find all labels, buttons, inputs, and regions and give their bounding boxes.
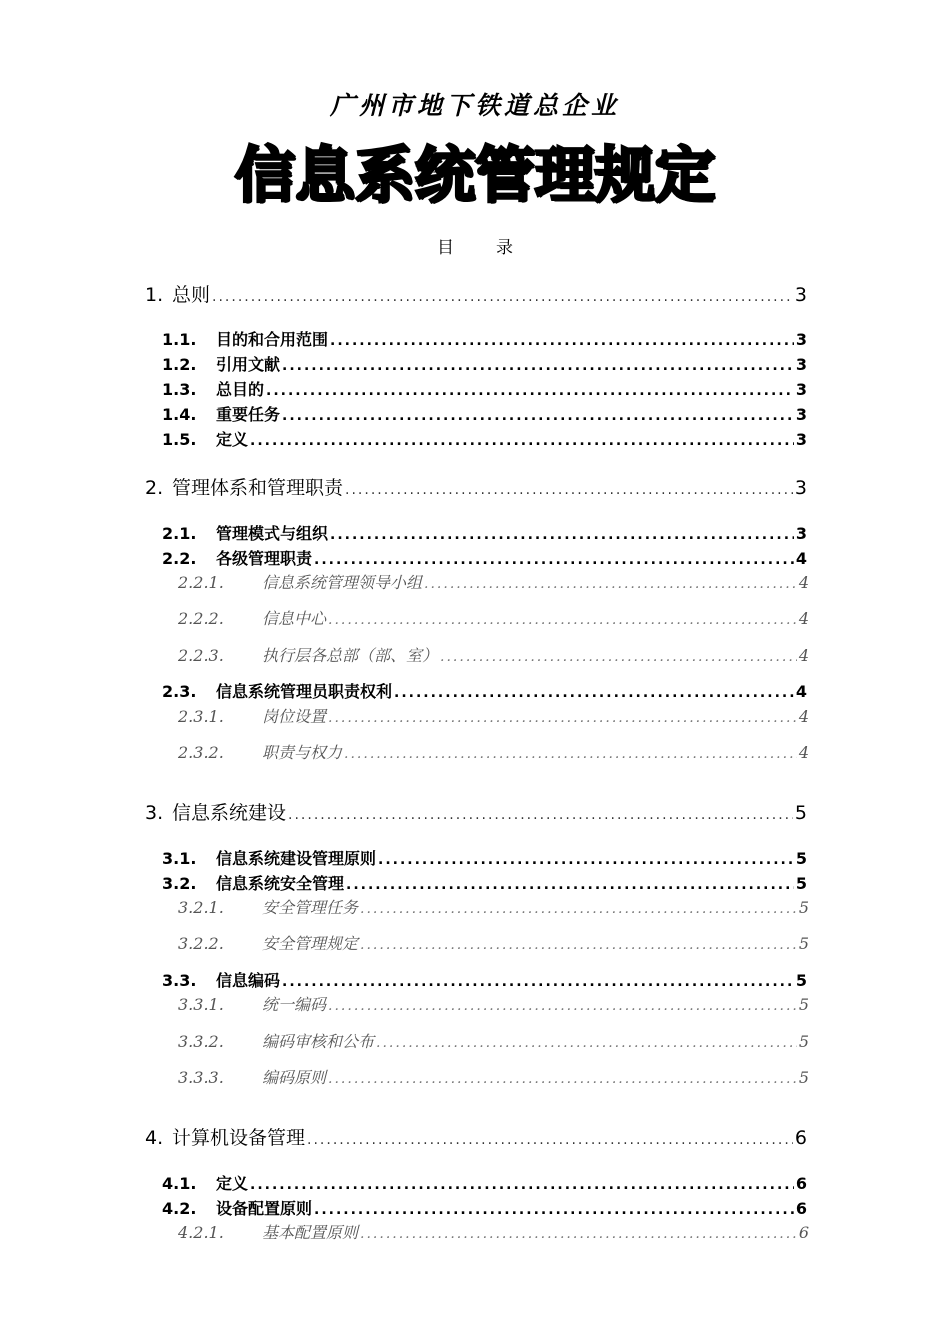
toc-entry-title: 执行层各总部（部、室）: [262, 646, 439, 665]
toc-entry-title: 基本配置原则: [262, 1223, 359, 1242]
dot-leader: [440, 649, 797, 665]
toc-entry-number: 4.1.: [162, 1174, 197, 1193]
toc-entry-4-1[interactable]: [162, 1171, 807, 1194]
dot-leader: [212, 289, 793, 305]
toc-entry-number: 4.: [145, 1127, 164, 1149]
toc-entry-3-2-2[interactable]: [178, 931, 809, 954]
toc-entry-2-1[interactable]: [162, 521, 807, 544]
toc-entry-page: 4: [798, 573, 809, 592]
toc-entry-page: 3: [794, 477, 807, 499]
toc-entry-title: 安全管理任务: [262, 898, 359, 917]
toc-entry-title: 引用文献: [216, 355, 281, 374]
dot-leader: [344, 746, 797, 762]
toc-entry-4-2[interactable]: [162, 1196, 807, 1219]
toc-entry-title: 统一编码: [262, 995, 327, 1014]
toc-entry-page: 5: [798, 995, 809, 1014]
toc-entry-title: 信息中心: [262, 609, 327, 628]
dot-leader: [282, 408, 794, 424]
toc-entry-2-2[interactable]: [162, 546, 807, 569]
dot-leader: [266, 383, 794, 399]
dot-leader: [288, 807, 793, 823]
toc-entry-3-1[interactable]: [162, 846, 807, 869]
toc-entry-page: 5: [794, 802, 807, 824]
toc-entry-1[interactable]: [145, 280, 807, 307]
toc-entry-number: 2.3.: [162, 682, 197, 701]
toc-entry-title: 定义: [216, 430, 249, 449]
dot-leader: [328, 998, 797, 1014]
toc-entry-number: 2.3.2.: [178, 743, 224, 762]
toc-entry-page: 3: [794, 284, 807, 306]
dot-leader: [360, 937, 797, 953]
toc-entry-3-3-3[interactable]: [178, 1065, 809, 1088]
dot-leader: [314, 1202, 794, 1218]
toc-entry-page: 3: [795, 524, 807, 543]
toc-entry-page: 3: [795, 355, 807, 374]
toc-entry-2-3-1[interactable]: [178, 704, 809, 727]
toc-entry-4[interactable]: [145, 1123, 807, 1150]
toc-entry-page: 4: [798, 609, 809, 628]
toc-entry-page: 6: [795, 1199, 807, 1218]
toc-entry-2-2-1[interactable]: [178, 570, 809, 593]
dot-leader: [282, 358, 794, 374]
toc-entry-page: 4: [798, 646, 809, 665]
toc-entry-2-3[interactable]: [162, 679, 807, 702]
toc-entry-title: 安全管理规定: [262, 934, 359, 953]
toc-entry-title: 各级管理职责: [216, 549, 313, 568]
toc-entry-1-2[interactable]: [162, 352, 807, 375]
toc-entry-title: 管理体系和管理职责: [172, 477, 344, 499]
toc-entry-number: 2.2.1.: [178, 573, 224, 592]
toc-entry-title: 设备配置原则: [216, 1199, 313, 1218]
toc-entry-page: 5: [798, 1032, 809, 1051]
toc-entry-number: 1.2.: [162, 355, 197, 374]
toc-entry-number: 3.: [145, 802, 164, 824]
toc-entry-page: 6: [798, 1223, 809, 1242]
toc-entry-title: 目的和合用范围: [216, 330, 329, 349]
document-title: 信息系统管理规定: [235, 141, 715, 211]
toc-entry-page: 5: [795, 971, 807, 990]
toc-entry-number: 3.2.2.: [178, 934, 224, 953]
toc-entry-number: 2.2.: [162, 549, 197, 568]
toc-entry-title: 定义: [216, 1174, 249, 1193]
toc-entry-number: 4.2.: [162, 1199, 197, 1218]
toc-entry-3-2[interactable]: [162, 871, 807, 894]
toc-entry-title: 信息系统管理领导小组: [262, 573, 423, 592]
toc-entry-number: 1.1.: [162, 330, 197, 349]
toc-entry-number: 1.: [145, 284, 164, 306]
toc-entry-page: 3: [795, 405, 807, 424]
dot-leader: [394, 685, 794, 701]
toc-entry-page: 5: [798, 898, 809, 917]
toc-entry-page: 4: [795, 549, 807, 568]
toc-entry-page: 3: [795, 380, 807, 399]
dot-leader: [314, 552, 794, 568]
toc-entry-page: 5: [795, 849, 807, 868]
toc-entry-1-5[interactable]: [162, 427, 807, 450]
dot-leader: [345, 482, 793, 498]
dot-leader: [330, 333, 794, 349]
dot-leader: [307, 1132, 793, 1148]
toc-entry-number: 4.2.1.: [178, 1223, 224, 1242]
toc-entry-number: 3.2.: [162, 874, 197, 893]
dot-leader: [360, 1226, 797, 1242]
toc-entry-title: 职责与权力: [262, 743, 343, 762]
toc-entry-title: 总则: [172, 284, 211, 306]
toc-entry-title: 管理模式与组织: [216, 524, 329, 543]
toc-entry-1-1[interactable]: [162, 327, 807, 350]
toc-entry-title: 编码审核和公布: [262, 1032, 375, 1051]
toc-entry-page: 3: [795, 330, 807, 349]
toc-entry-title: 编码原则: [262, 1068, 327, 1087]
toc-entry-2-2-3[interactable]: [178, 643, 809, 666]
toc-entry-number: 1.5.: [162, 430, 197, 449]
dot-leader: [360, 901, 797, 917]
toc-entry-3-2-1[interactable]: [178, 895, 809, 918]
toc-entry-number: 2.2.2.: [178, 609, 224, 628]
toc-entry-2-3-2[interactable]: [178, 740, 809, 763]
toc-entry-2-2-2[interactable]: [178, 606, 809, 629]
toc-entry-2[interactable]: [145, 473, 807, 500]
dot-leader: [328, 710, 797, 726]
toc-entry-title: 总目的: [216, 380, 265, 399]
toc-entry-number: 2.2.3.: [178, 646, 224, 665]
toc-entry-page: 4: [795, 682, 807, 701]
dot-leader: [346, 877, 794, 893]
toc-entry-1-4[interactable]: [162, 402, 807, 425]
toc-entry-page: 5: [798, 934, 809, 953]
toc-entry-4-2-1[interactable]: [178, 1220, 809, 1243]
toc-entry-number: 3.3.1.: [178, 995, 224, 1014]
toc-entry-page: 5: [798, 1068, 809, 1087]
toc-entry-number: 3.1.: [162, 849, 197, 868]
toc-entry-1-3[interactable]: [162, 377, 807, 400]
toc-entry-title: 重要任务: [216, 405, 281, 424]
toc-entry-3[interactable]: [145, 798, 807, 825]
toc-entry-page: 4: [798, 707, 809, 726]
toc-entry-3-3-1[interactable]: [178, 992, 809, 1015]
dot-leader: [250, 433, 794, 449]
dot-leader: [328, 612, 797, 628]
toc-entry-title: 信息编码: [216, 971, 281, 990]
toc-entry-page: 6: [794, 1127, 807, 1149]
toc-entry-3-3[interactable]: [162, 968, 807, 991]
dot-leader: [282, 974, 794, 990]
toc-entry-number: 3.3.: [162, 971, 197, 990]
dot-leader: [328, 1071, 797, 1087]
dot-leader: [376, 1035, 797, 1051]
toc-entry-number: 2.3.1.: [178, 707, 224, 726]
toc-entry-number: 3.2.1.: [178, 898, 224, 917]
toc-entry-title: 计算机设备管理: [172, 1127, 306, 1149]
toc-entry-title: 信息系统安全管理: [216, 874, 345, 893]
toc-entry-number: 3.3.3.: [178, 1068, 224, 1087]
toc-entry-page: 5: [795, 874, 807, 893]
toc-entry-title: 信息系统建设管理原则: [216, 849, 377, 868]
toc-entry-3-3-2[interactable]: [178, 1029, 809, 1052]
toc-entry-number: 3.3.2.: [178, 1032, 224, 1051]
toc-entry-number: 1.3.: [162, 380, 197, 399]
dot-leader: [330, 527, 794, 543]
toc-entry-title: 信息系统管理员职责权利: [216, 682, 393, 701]
toc-entry-number: 2.1.: [162, 524, 197, 543]
toc-heading: 目录: [437, 238, 555, 258]
toc-entry-title: 岗位设置: [262, 707, 327, 726]
toc-entry-page: 6: [795, 1174, 807, 1193]
dot-leader: [424, 576, 797, 592]
toc-entry-page: 4: [798, 743, 809, 762]
toc-entry-title: 信息系统建设: [172, 802, 287, 824]
dot-leader: [378, 852, 794, 868]
toc-entry-number: 1.4.: [162, 405, 197, 424]
toc-entry-number: 2.: [145, 477, 164, 499]
dot-leader: [250, 1177, 794, 1193]
company-name: 广州市地下铁道总企业: [329, 91, 620, 120]
toc-entry-page: 3: [795, 430, 807, 449]
